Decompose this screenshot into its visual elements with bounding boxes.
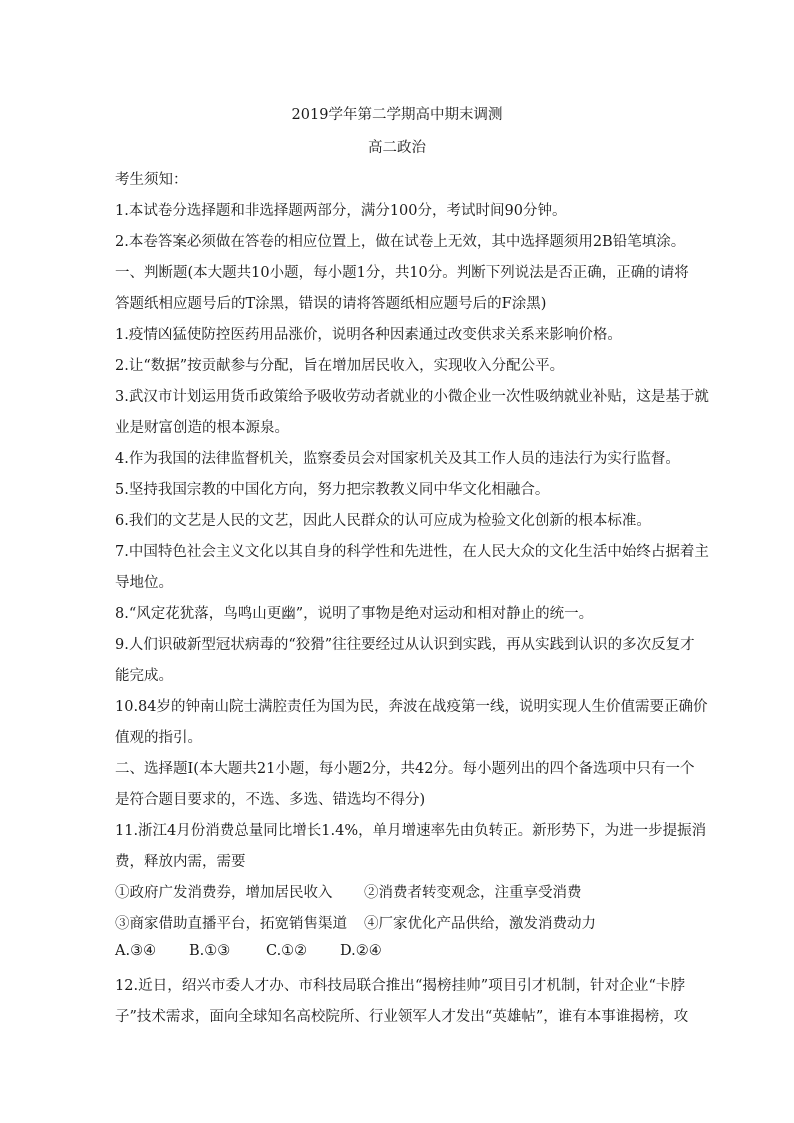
q11-option-2: ②消费者转变观念，注重享受消费 bbox=[364, 885, 582, 901]
q11-choice-b: B.①③ bbox=[189, 943, 231, 959]
q11-choice-d: D.②④ bbox=[340, 943, 382, 959]
question-12-stem-cont: 子”技术需求，面向全球知名高校院所、行业领军人才发出“英雄帖”，谁有本事谁揭榜，攻 bbox=[115, 1009, 689, 1025]
question-11-stem-cont: 费，释放内需，需要 bbox=[115, 854, 246, 870]
question-6: 6.我们的文艺是人民的文艺，因此人民群众的认可应成为检验文化创新的根本标准。 bbox=[115, 513, 651, 529]
notice-item-1: 1.本试卷分选择题和非选择题两部分，满分100分，考试时间90分钟。 bbox=[115, 203, 567, 219]
question-10: 10.84岁的钟南山院士满腔责任为国为民，奔波在战疫第一线，说明实现人生价值需要正确价 bbox=[115, 699, 708, 715]
part2-instruction-cont: 是符合题目要求的，不选、多选、错选均不得分) bbox=[115, 792, 426, 808]
question-7-cont: 导地位。 bbox=[115, 575, 173, 591]
question-12-stem: 12.近日，绍兴市委人才办、市科技局联合推出“揭榜挂帅”项目引才机制，针对企业“卡脖 bbox=[115, 978, 685, 994]
question-8: 8.“风定花犹落，鸟鸣山更幽”，说明了事物是绝对运动和相对静止的统一。 bbox=[115, 606, 594, 622]
question-3-cont: 业是财富创造的根本源泉。 bbox=[115, 420, 289, 436]
question-3: 3.武汉市计划运用货币政策给予吸收劳动者就业的小微企业一次性吸纳就业补贴，这是基于就 bbox=[115, 389, 709, 405]
question-9-cont: 能完成。 bbox=[115, 668, 173, 684]
part2-instruction: 二、选择题I(本大题共21小题，每小题2分，共42分。每小题列出的四个备选项中只有一个 bbox=[115, 761, 695, 777]
q11-option-3: ③商家借助直播平台，拓宽销售渠道 bbox=[115, 916, 347, 932]
q11-option-4: ④厂家优化产品供给，激发消费动力 bbox=[364, 916, 596, 932]
question-5: 5.坚持我国宗教的中国化方向，努力把宗教教义同中华文化相融合。 bbox=[115, 482, 550, 498]
question-4: 4.作为我国的法律监督机关，监察委员会对国家机关及其工作人员的违法行为实行监督。 bbox=[115, 451, 680, 467]
question-7: 7.中国特色社会主义文化以其自身的科学性和先进性，在人民大众的文化生活中始终占据着主 bbox=[115, 544, 709, 560]
notice-heading: 考生须知： bbox=[115, 172, 188, 188]
subject-title: 高二政治 bbox=[368, 140, 426, 156]
question-10-cont: 值观的指引。 bbox=[115, 730, 202, 746]
exam-title: 2019学年第二学期高中期末调测 bbox=[291, 107, 503, 123]
part1-instruction-cont: 答题纸相应题号后的T涂黑，错误的请将答题纸相应题号后的F涂黑) bbox=[115, 296, 547, 312]
question-11-stem: 11.浙江4月份消费总量同比增长1.4%，单月增速率先由负转正。新形势下，为进一步提振消 bbox=[115, 823, 707, 839]
q11-option-1: ①政府广发消费券，增加居民收入 bbox=[115, 885, 333, 901]
question-9: 9.人们识破新型冠状病毒的“狡猾”往往要经过从认识到实践，再从实践到认识的多次反复才 bbox=[115, 637, 695, 653]
notice-item-2: 2.本卷答案必须做在答卷的相应位置上，做在试卷上无效，其中选择题须用2B铅笔填涂。 bbox=[115, 234, 686, 250]
question-2: 2.让“数据”按贡献参与分配，旨在增加居民收入，实现收入分配公平。 bbox=[115, 358, 565, 374]
q11-choice-c: C.①② bbox=[266, 943, 308, 959]
part1-instruction: 一、判断题(本大题共10小题，每小题1分，共10分。判断下列说法是否正确，正确的请将 bbox=[115, 265, 689, 281]
q11-choice-a: A.③④ bbox=[115, 943, 157, 959]
question-1: 1.疫情凶猛使防控医药用品涨价，说明各种因素通过改变供求关系来影响价格。 bbox=[115, 327, 622, 343]
